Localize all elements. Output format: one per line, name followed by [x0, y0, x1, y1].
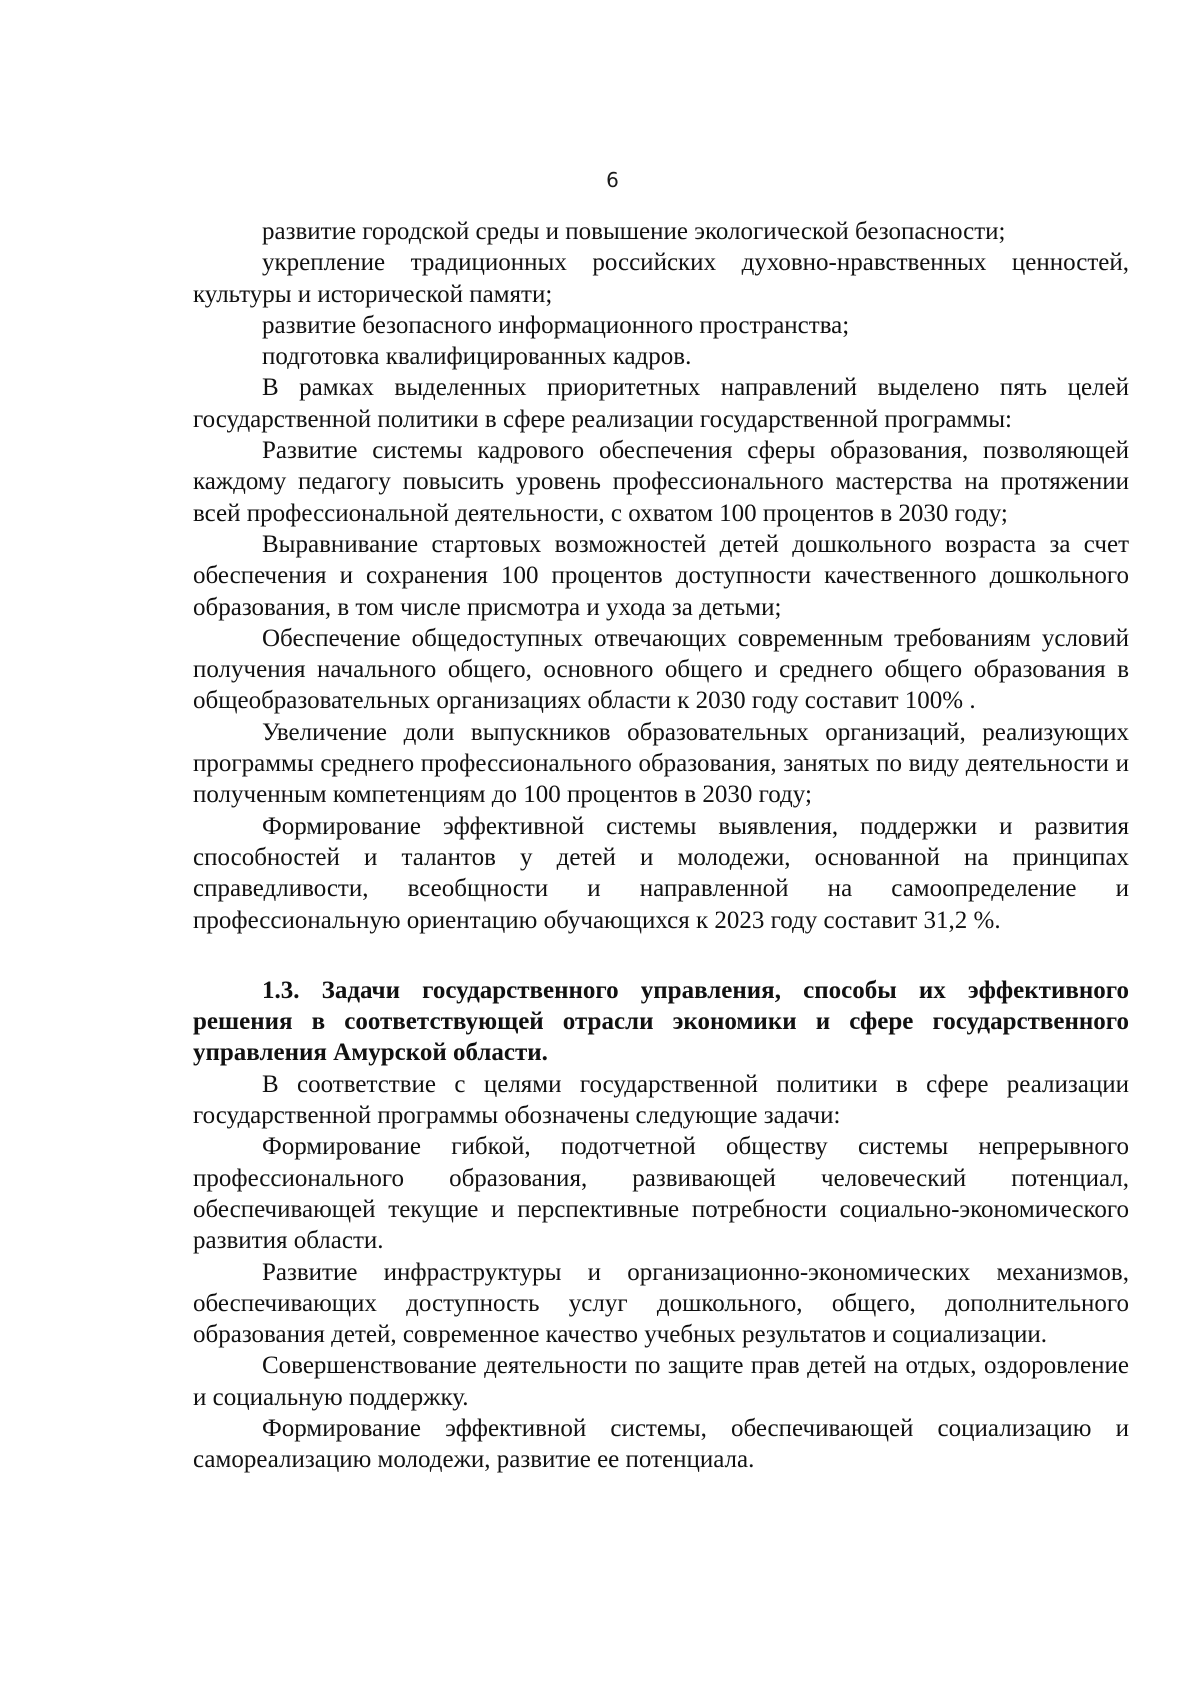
paragraph-goal-general-education: Обеспечение общедоступных отвечающих современным требованиям условий получения начального общего, основного общего и среднего общего образования в общеобразовательных организациях области к 2030 году составит 100% .	[193, 624, 1129, 715]
paragraph-task-infrastructure: Развитие инфраструктуры и организационно-экономических механизмов, обеспечивающих доступность услуг дошкольного, общего, дополнительного образования детей, современное качество учебных результатов и социализации.	[193, 1258, 1129, 1349]
paragraph-tasks-intro: В соответствие с целями государственной политики в сфере реализации государственной программы обозначены следующие задачи:	[193, 1070, 1129, 1130]
paragraph-task-children-rights: Совершенствование деятельности по защите прав детей на отдых, оздоровление и социальную поддержку.	[193, 1352, 1129, 1411]
paragraph-urban-environment: развитие городской среды и повышение экологической безопасности;	[262, 218, 1006, 245]
paragraph-goal-preschool: Выравнивание стартовых возможностей детей дошкольного возраста за счет обеспечения и сохранения 100 процентов доступности качественного дошкольного образования, в том числе присмотра и ухода за детьми;	[193, 530, 1129, 621]
paragraph-qualified-personnel: подготовка квалифицированных кадров.	[262, 343, 692, 371]
section-heading: 1.3. Задачи государственного управления, способы их эффективного решения в соответствующей отрасли экономики и сфере государственного управления Амурской области.	[193, 976, 1129, 1067]
paragraph-task-youth: Формирование эффективной системы, обеспечивающей социализацию и самореализацию молодежи, развитие ее потенциала.	[193, 1414, 1129, 1474]
paragraph-information-space: развитие безопасного информационного пространства;	[262, 311, 850, 339]
page-number: 6	[606, 168, 619, 192]
paragraph-goal-personnel: Развитие системы кадрового обеспечения сферы образования, позволяющей каждому педагогу повысить уровень профессионального мастерства на протяжении всей профессиональной деятельности, с охватом 100 процентов в 2030 году;	[193, 437, 1129, 527]
paragraph-goal-talents: Формирование эффективной системы выявления, поддержки и развития способностей и талантов у детей и молодежи, основанной на принципах справедливости, всеобщности и направленной на самоопределение и профессиональную ориентацию обучающихся к 2023 году составит 31,2 %.	[193, 812, 1129, 934]
paragraph-traditional-values: укрепление традиционных российских духовно-нравственных ценностей, культуры и исторической памяти;	[193, 249, 1129, 308]
document-body	[193, 216, 1129, 1476]
paragraph-goal-graduates: Увеличение доли выпускников образовательных организаций, реализующих программы среднего профессионального образования, занятых по виду деятельности и полученным компетенциям до 100 процентов в 2030 году;	[193, 718, 1129, 809]
paragraph-task-professional-education: Формирование гибкой, подотчетной обществу системы непрерывного профессионального образования, развивающей человеческий потенциал, обеспечивающей текущие и перспективные потребности социально-экономического развития области.	[193, 1133, 1129, 1255]
paragraph-goals-intro: В рамках выделенных приоритетных направлений выделено пять целей государственной политики в сфере реализации государственной программы:	[193, 374, 1129, 433]
